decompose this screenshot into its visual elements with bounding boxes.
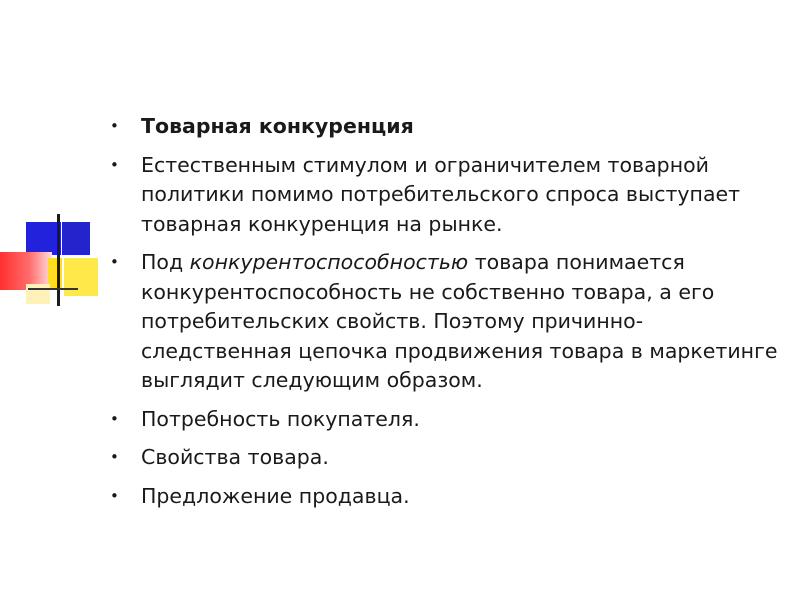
blue-square-right bbox=[62, 222, 90, 255]
vertical-line bbox=[57, 214, 60, 306]
bullet-text: Предложение продавца. bbox=[141, 483, 410, 508]
bullet-list bbox=[110, 112, 780, 511]
blue-square bbox=[26, 222, 61, 255]
bullet-item bbox=[110, 443, 780, 473]
horizontal-line bbox=[28, 288, 78, 290]
pale-yellow-square bbox=[26, 284, 50, 304]
bullet-text-after: товара понимается конкурентоспособность не собственно товара, а его потребительских свойств. Поэтому причинно-следственная цепочка продвижения товара в маркетинге выглядит следующим образом. bbox=[141, 250, 778, 392]
bullet-icon: • bbox=[110, 448, 119, 466]
bullet-icon: • bbox=[110, 117, 119, 135]
bullet-icon: • bbox=[110, 253, 119, 271]
bullet-text: Потребность покупателя. bbox=[141, 406, 420, 431]
bullet-text-before: Под bbox=[141, 250, 190, 274]
bullet-icon: • bbox=[110, 155, 119, 174]
bullet-item bbox=[110, 405, 780, 435]
slide-content bbox=[110, 112, 780, 520]
bullet-text: Свойства товара. bbox=[141, 445, 329, 469]
yellow-square bbox=[64, 258, 98, 296]
bullet-text: Естественным стимулом и ограничителем товарной политики помимо потребительского спроса выступает товарная конкуренция на рынке. bbox=[141, 152, 741, 236]
bullet-item bbox=[110, 151, 780, 240]
bullet-text-italic: конкурентоспособностью bbox=[189, 250, 469, 274]
bullet-item-title bbox=[110, 112, 780, 142]
bullet-item bbox=[110, 482, 780, 512]
decorative-blocks-graphic bbox=[0, 200, 110, 310]
bullet-item bbox=[110, 248, 780, 396]
bullet-icon: • bbox=[110, 409, 119, 428]
bullet-icon: • bbox=[110, 486, 119, 505]
bullet-text: Товарная конкуренция bbox=[141, 114, 414, 138]
